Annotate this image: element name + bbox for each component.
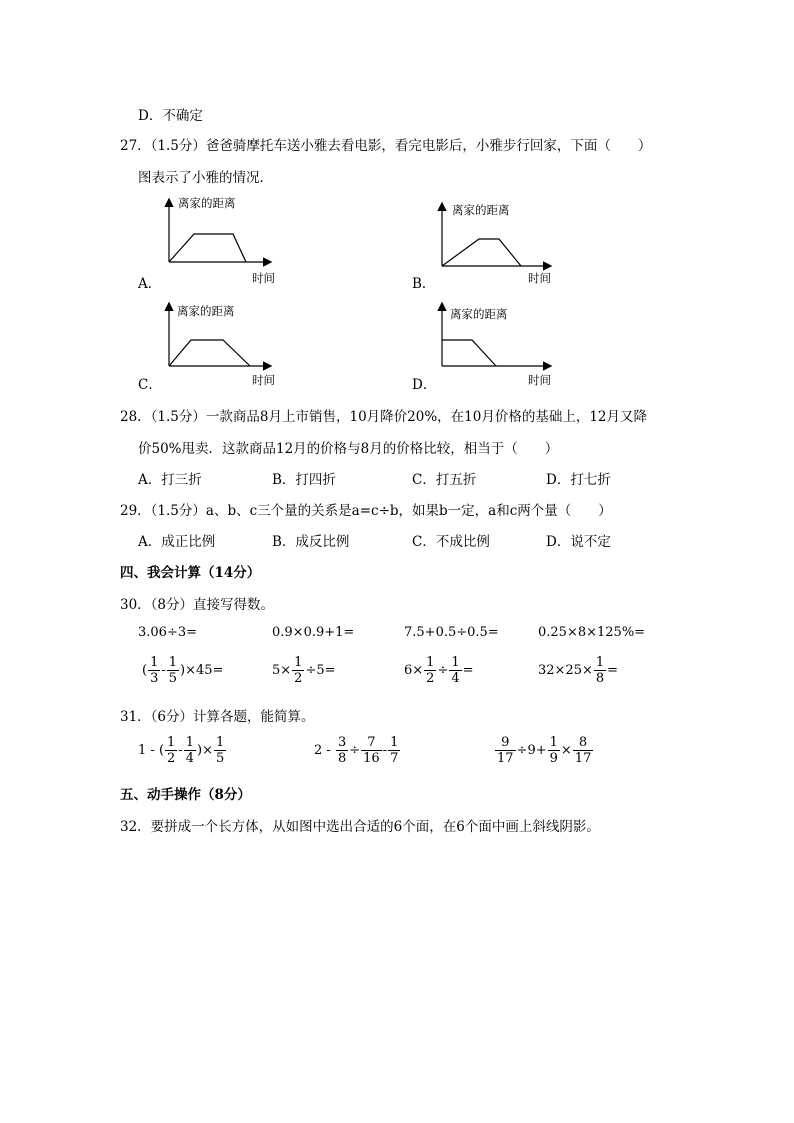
fraction: $\frac{1}{2}$	[294, 655, 303, 686]
q27-graph-c-x-label: 时间	[252, 373, 275, 387]
fraction: $\frac{8}{17}$	[574, 735, 592, 766]
q27-graph-b-y-label: 离家的距离	[452, 203, 510, 217]
q30-stem: 30．（8分）直接写得数。	[120, 597, 275, 613]
q30-expr-7: 6× $\frac{1}{2}$ ÷ $\frac{1}{4}$ =	[404, 655, 474, 686]
fraction: $\frac{1}{2}$	[167, 735, 176, 766]
q29-option-a: A．成正比例	[138, 534, 216, 550]
fraction: $\frac{1}{2}$	[426, 655, 435, 686]
q30-expr-2: 0.9×0.9+1=	[272, 625, 355, 640]
q27-option-d-label: D．	[412, 377, 437, 393]
q30-expr-4: 0.25×8×125%=	[538, 625, 646, 640]
fraction: $\frac{9}{17}$	[497, 735, 514, 766]
q30-expr-3: 7.5+0.5÷0.5=	[404, 625, 499, 640]
fraction: $\frac{1}{4}$	[451, 655, 460, 686]
q27-graph-b	[432, 200, 556, 288]
q31-stem: 31．（6分）计算各题，能简算。	[120, 709, 315, 725]
q28-option-d: D．打七折	[546, 472, 611, 488]
q28-stem-line1: 28．（1.5分）一款商品8月上市销售，10月降价20%，在10月价格的基础上，12月又降	[120, 409, 648, 425]
q27-graph-a-x-label: 时间	[252, 271, 275, 285]
q27-graph-d-y-label: 离家的距离	[450, 307, 508, 321]
q28-stem-line2: 价50%甩卖．这款商品12月的价格与8月的价格比较，相当于（ ）	[138, 441, 559, 457]
section-4-heading: 四、我会计算（14分）	[120, 565, 261, 581]
q30-expr-1: 3.06÷3=	[138, 625, 198, 640]
fraction: $\frac{1}{5}$	[168, 655, 178, 686]
q29-stem: 29．（1.5分）a、b、c三个量的关系是a=c÷b，如果b一定，a和c两个量（ ）	[120, 503, 612, 519]
fraction: $\frac{3}{8}$	[337, 735, 347, 766]
q31-calc-3: $\frac{9}{17}$ ÷9+ $\frac{1}{9}$ × $\frac{8}{17}$	[497, 735, 592, 766]
q28-option-b: B．打四折	[272, 472, 336, 488]
q32-stem: 32．要拼成一个长方体，从如图中选出合适的6个面，在6个面中画上斜线阴影。	[120, 819, 600, 835]
q28-option-c: C．打五折	[412, 472, 477, 488]
fraction: $\frac{7}{16}$	[363, 735, 380, 766]
q30-expr-5: ( $\frac{1}{3}$ - $\frac{1}{5}$ )×45=	[142, 655, 224, 686]
fraction: $\frac{1}{9}$	[549, 735, 558, 766]
q27-option-b-label: B．	[412, 276, 436, 292]
q29-option-b: B．成反比例	[272, 534, 350, 550]
q27-graph-a	[160, 192, 280, 288]
q29-option-d: D．说不定	[546, 534, 611, 550]
q26-option-d: D．不确定	[138, 108, 203, 124]
q27-graph-c-y-label: 离家的距离	[177, 304, 235, 318]
q30-expr-6: 5× $\frac{1}{2}$ ÷5=	[272, 655, 336, 686]
fraction: $\frac{1}{7}$	[390, 735, 399, 766]
q27-stem-line1: 27．（1.5分）爸爸骑摩托车送小雅去看电影，看完电影后，小雅步行回家，下面（ ）	[120, 138, 652, 154]
q29-option-c: C．不成比例	[412, 534, 490, 550]
q27-graph-d-x-label: 时间	[528, 373, 551, 387]
q31-calc-2: 2 - $\frac{3}{8}$ ÷ $\frac{7}{16}$ - $\frac{1}{7}$	[314, 735, 399, 766]
q27-graph-d	[432, 300, 556, 390]
fraction: $\frac{1}{4}$	[185, 735, 194, 766]
q27-graph-c	[160, 300, 280, 390]
q28-option-a: A．打三折	[138, 472, 202, 488]
q27-option-a-label: A．	[138, 276, 162, 292]
q27-graph-b-x-label: 时间	[528, 271, 551, 285]
q31-calc-1: 1 - ( $\frac{1}{2}$ - $\frac{1}{4}$ )× $\frac{1}{5}$	[138, 735, 225, 766]
q27-option-c-label: C．	[138, 377, 162, 393]
q27-graph-a-y-label: 离家的距离	[178, 196, 236, 210]
fraction: $\frac{1}{3}$	[150, 655, 159, 686]
q30-expr-8: 32×25× $\frac{1}{8}$ =	[538, 655, 619, 686]
section-5-heading: 五、动手操作（8分）	[120, 787, 251, 803]
q27-stem-line2: 图表示了小雅的情况．	[138, 170, 273, 186]
fraction: $\frac{1}{5}$	[215, 735, 225, 766]
fraction: $\frac{1}{8}$	[595, 655, 605, 686]
